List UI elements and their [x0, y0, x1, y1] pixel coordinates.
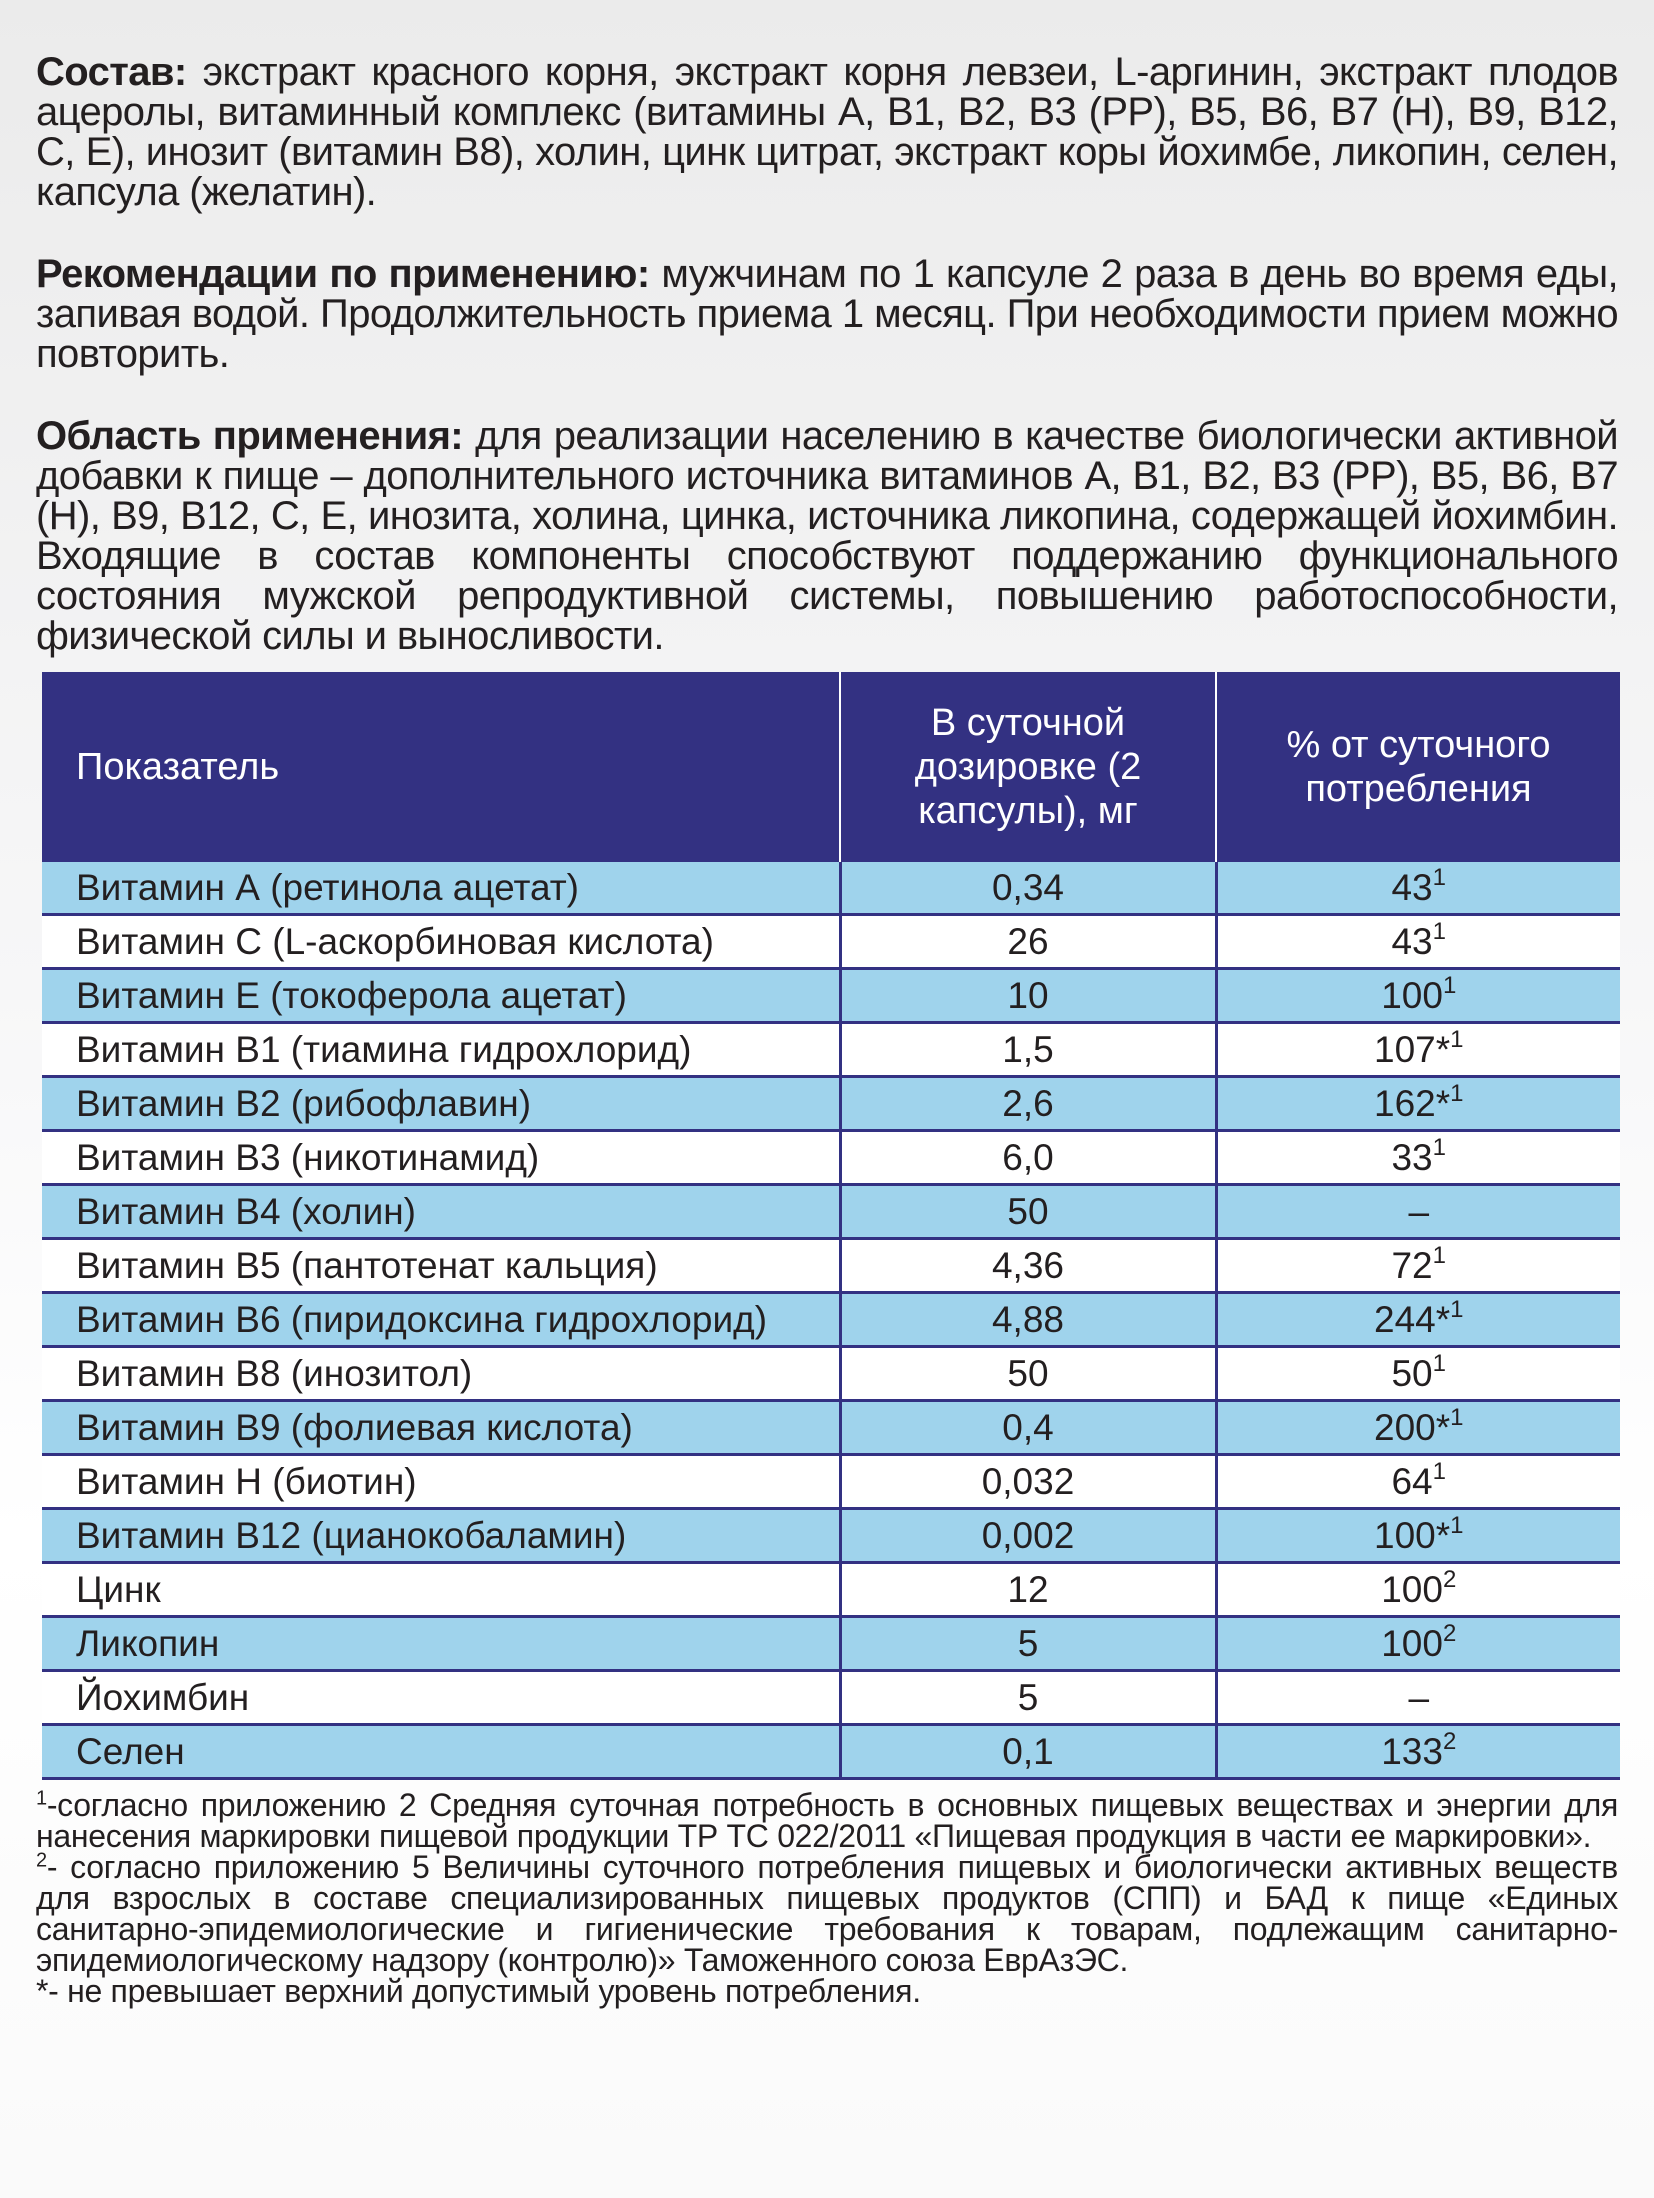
- row-daily-percent-cell: [1216, 1239, 1620, 1293]
- usage-text: мужчинам по 1 капсуле 2 раза в день во время еды, запивая водой. Продолжительность приема 1 месяц. При необходимости прием можно повторить.: [36, 252, 1618, 376]
- row-daily-dose: 12: [840, 1563, 1216, 1617]
- row-daily-percent: –: [1408, 1191, 1430, 1232]
- composition-label: Состав:: [36, 50, 187, 94]
- row-daily-percent-cell: [1216, 1077, 1620, 1131]
- row-daily-percent: 100: [1381, 1569, 1443, 1610]
- footnotes: [36, 1787, 1618, 2009]
- row-daily-percent: 50: [1391, 1353, 1433, 1394]
- row-daily-percent-cell: [1216, 1131, 1620, 1185]
- table-row: [42, 1725, 1620, 1779]
- table-row: [42, 1401, 1620, 1455]
- header-daily-dose: В суточной дозировке (2 капсулы), мг: [840, 672, 1216, 862]
- table-row: [42, 1185, 1620, 1239]
- row-daily-dose: 4,36: [840, 1239, 1216, 1293]
- row-daily-dose: 2,6: [840, 1077, 1216, 1131]
- table-header-row: [42, 672, 1620, 862]
- row-daily-percent-cell: [1216, 1185, 1620, 1239]
- row-daily-dose: 0,002: [840, 1509, 1216, 1563]
- area-paragraph: [36, 416, 1618, 656]
- usage-paragraph: [36, 254, 1618, 374]
- row-footnote-mark: 1: [1450, 1403, 1464, 1431]
- row-daily-percent-cell: [1216, 1293, 1620, 1347]
- row-footnote-mark: 1: [1450, 1511, 1464, 1539]
- table-row: [42, 1455, 1620, 1509]
- row-daily-percent: 244*: [1374, 1299, 1451, 1340]
- row-daily-dose: 50: [840, 1185, 1216, 1239]
- row-daily-percent-cell: [1216, 1401, 1620, 1455]
- row-indicator-name: Цинк: [42, 1563, 840, 1617]
- row-indicator-name: Селен: [42, 1725, 840, 1779]
- row-indicator-name: Витамин В6 (пиридоксина гидрохлорид): [42, 1293, 840, 1347]
- row-daily-dose: 0,1: [840, 1725, 1216, 1779]
- row-indicator-name: Витамин Е (токоферола ацетат): [42, 969, 840, 1023]
- row-daily-percent-cell: [1216, 1725, 1620, 1779]
- row-daily-percent-cell: [1216, 1509, 1620, 1563]
- table-row: [42, 1077, 1620, 1131]
- table-row: [42, 1671, 1620, 1725]
- table-body: [42, 862, 1620, 1779]
- row-daily-percent-cell: [1216, 1023, 1620, 1077]
- composition-text: экстракт красного корня, экстракт корня левзеи, L-аргинин, экстракт плодов ацеролы, витаминный комплекс (витамины А, В1, В2, В3 (РР), В5, В6, В7 (Н), В9, В12, С, Е), инозит (витамин В8), холин, цинк цитрат, экстракт коры йохимбе, ликопин, селен, капсула (желатин).: [36, 50, 1618, 214]
- area-text: для реализации населению в качестве биологически активной добавки к пище – дополнительного источника витаминов А, В1, В2, В3 (РР), В5, В6, В7 (Н), В9, В12, С, Е, инозита, холина, цинка, источника ликопина, содержащей йохимбин. Входящие в состав компоненты способствуют поддержанию функционального состояния мужской репродуктивной системы, повышению работоспособности, физической силы и выносливости.: [36, 414, 1618, 658]
- row-daily-percent-cell: [1216, 969, 1620, 1023]
- row-daily-percent: 100: [1381, 1623, 1443, 1664]
- row-daily-percent: 43: [1391, 867, 1433, 908]
- row-indicator-name: Витамин В2 (рибофлавин): [42, 1077, 840, 1131]
- header-indicator: Показатель: [42, 672, 840, 862]
- row-daily-dose: 0,34: [840, 862, 1216, 915]
- row-indicator-name: Ликопин: [42, 1617, 840, 1671]
- row-footnote-mark: 2: [1442, 1727, 1457, 1755]
- row-daily-percent-cell: [1216, 862, 1620, 915]
- row-footnote-mark: 1: [1450, 1295, 1464, 1323]
- composition-paragraph: [36, 52, 1618, 212]
- row-daily-percent-cell: [1216, 915, 1620, 969]
- row-daily-percent-cell: [1216, 1563, 1620, 1617]
- row-footnote-mark: 1: [1432, 1133, 1446, 1161]
- row-daily-percent: 100*: [1374, 1515, 1451, 1556]
- table-row: [42, 1293, 1620, 1347]
- row-footnote-mark: 1: [1432, 1457, 1446, 1485]
- row-daily-dose: 10: [840, 969, 1216, 1023]
- row-indicator-name: Витамин В9 (фолиевая кислота): [42, 1401, 840, 1455]
- row-daily-dose: 4,88: [840, 1293, 1216, 1347]
- table-row: [42, 1617, 1620, 1671]
- row-footnote-mark: 2: [1442, 1619, 1457, 1647]
- row-daily-percent-cell: [1216, 1455, 1620, 1509]
- product-description: [36, 52, 1618, 698]
- row-daily-dose: 1,5: [840, 1023, 1216, 1077]
- row-daily-percent: 100: [1381, 975, 1443, 1016]
- table-row: [42, 1509, 1620, 1563]
- row-daily-percent: 107*: [1374, 1029, 1451, 1070]
- row-indicator-name: Витамин Н (биотин): [42, 1455, 840, 1509]
- row-daily-percent-cell: [1216, 1347, 1620, 1401]
- row-daily-percent-cell: [1216, 1671, 1620, 1725]
- row-daily-percent: –: [1408, 1677, 1430, 1718]
- row-indicator-name: Витамин В5 (пантотенат кальция): [42, 1239, 840, 1293]
- table-row: [42, 1023, 1620, 1077]
- row-indicator-name: Йохимбин: [42, 1671, 840, 1725]
- row-footnote-mark: 1: [1432, 1349, 1446, 1377]
- row-footnote-mark: 1: [1442, 971, 1457, 999]
- footnote-1-text: -согласно приложению 2 Средняя суточная потребность в основных пищевых веществах и энергии для нанесения маркировки пищевой продукции ТР ТС 022/2011 «Пищевая продукция в части ее маркировки».: [36, 1787, 1618, 1854]
- table-row: [42, 862, 1620, 915]
- row-daily-dose: 50: [840, 1347, 1216, 1401]
- row-footnote-mark: 2: [1442, 1565, 1457, 1593]
- row-daily-dose: 6,0: [840, 1131, 1216, 1185]
- table-row: [42, 1563, 1620, 1617]
- footnote-star: *- не превышает верхний допустимый уровень потребления.: [36, 1973, 921, 2009]
- footnote-2-text: - согласно приложению 5 Величины суточного потребления пищевых и биологически активных веществ для взрослых в составе специализированных пищевых продуктов (СПП) и БАД к пище «Единых санитарно-эпидемиологические и гигиенические требования к товарам, подлежащим санитарно-эпидемиологическому надзору (контролю)» Таможенного союза ЕврАзЭС.: [36, 1849, 1618, 1978]
- nutrition-table: [42, 672, 1620, 1780]
- row-footnote-mark: 1: [1450, 1079, 1464, 1107]
- row-footnote-mark: 1: [1432, 917, 1446, 945]
- area-label: Область применения:: [36, 414, 464, 458]
- table-row: [42, 1239, 1620, 1293]
- table-row: [42, 1347, 1620, 1401]
- row-footnote-mark: 1: [1432, 1241, 1446, 1269]
- row-footnote-mark: 1: [1450, 1025, 1464, 1053]
- row-daily-dose: 0,032: [840, 1455, 1216, 1509]
- row-indicator-name: Витамин В12 (цианокобаламин): [42, 1509, 840, 1563]
- row-daily-dose: 0,4: [840, 1401, 1216, 1455]
- usage-label: Рекомендации по применению:: [36, 252, 650, 296]
- row-daily-percent: 133: [1381, 1731, 1443, 1772]
- table-row: [42, 915, 1620, 969]
- row-indicator-name: Витамин В1 (тиамина гидрохлорид): [42, 1023, 840, 1077]
- row-indicator-name: Витамин В4 (холин): [42, 1185, 840, 1239]
- row-daily-percent: 162*: [1374, 1083, 1451, 1124]
- footnote-1: [36, 1787, 1618, 1854]
- row-daily-dose: 26: [840, 915, 1216, 969]
- header-daily-percent: % от суточного потребления: [1216, 672, 1620, 862]
- row-daily-percent-cell: [1216, 1617, 1620, 1671]
- row-daily-dose: 5: [840, 1671, 1216, 1725]
- row-indicator-name: Витамин В3 (никотинамид): [42, 1131, 840, 1185]
- row-daily-percent: 72: [1391, 1245, 1433, 1286]
- table-row: [42, 969, 1620, 1023]
- row-daily-dose: 5: [840, 1617, 1216, 1671]
- row-daily-percent: 64: [1391, 1461, 1433, 1502]
- table-row: [42, 1131, 1620, 1185]
- row-daily-percent: 43: [1391, 921, 1433, 962]
- footnote-2-mark: 2: [36, 1849, 47, 1872]
- row-indicator-name: Витамин В8 (инозитол): [42, 1347, 840, 1401]
- row-indicator-name: Витамин С (L-аскорбиновая кислота): [42, 915, 840, 969]
- row-daily-percent: 200*: [1374, 1407, 1451, 1448]
- footnote-1-mark: 1: [36, 1787, 47, 1810]
- row-daily-percent: 33: [1391, 1137, 1433, 1178]
- row-indicator-name: Витамин А (ретинола ацетат): [42, 862, 840, 915]
- row-footnote-mark: 1: [1432, 863, 1446, 891]
- footnote-2: [36, 1849, 1618, 1978]
